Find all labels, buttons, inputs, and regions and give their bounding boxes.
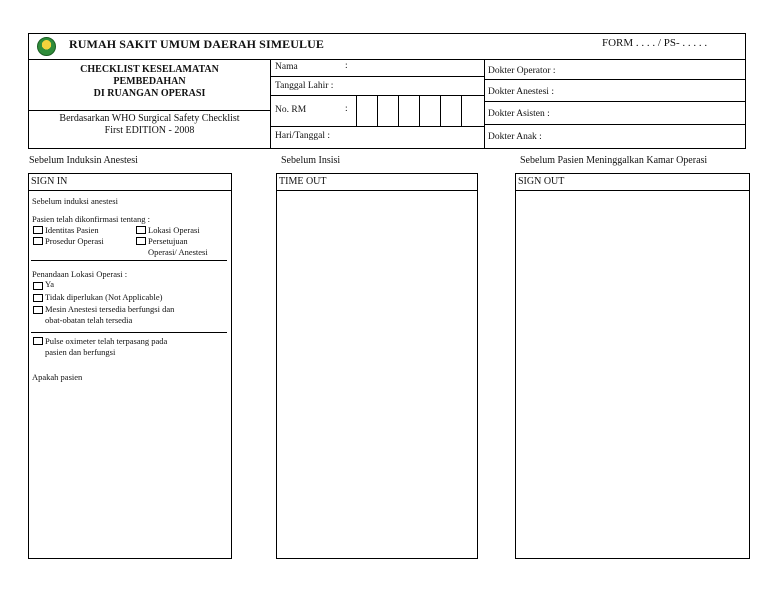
dokter-anak-label: Dokter Anak : xyxy=(488,132,542,142)
time-out-heading: TIME OUT xyxy=(277,174,477,191)
sign-in-panel xyxy=(28,173,232,559)
tidak-diperlukan-label: Tidak diperlukan (Not Applicable) xyxy=(45,292,163,302)
header-divider xyxy=(29,110,270,111)
dokter-anestesi-label: Dokter Anestesi : xyxy=(488,87,554,97)
dokter-operator-label: Dokter Operator : xyxy=(488,66,556,76)
title-line: PEMBEDAHAN xyxy=(113,76,186,87)
tidak-diperlukan-checkbox[interactable] xyxy=(33,294,43,302)
form-header xyxy=(28,33,746,149)
form-code: FORM . . . . / PS- . . . . . xyxy=(602,37,708,49)
section-label-before-induction: Sebelum Induksin Anestesi xyxy=(29,155,138,166)
sign-out-heading: SIGN OUT xyxy=(516,174,749,191)
hospital-logo-icon xyxy=(37,37,56,56)
persetujuan-label: Persetujuan xyxy=(148,236,188,246)
rm-digit-box xyxy=(440,95,441,126)
pulse-oximeter-label-2: pasien dan berfungsi xyxy=(45,347,116,357)
penandaan-label: Penandaan Lokasi Operasi : xyxy=(32,269,128,279)
lokasi-checkbox[interactable] xyxy=(136,226,146,234)
section-label-before-incision: Sebelum Insisi xyxy=(281,155,341,166)
persetujuan-checkbox[interactable] xyxy=(136,237,146,245)
pulse-oximeter-checkbox[interactable] xyxy=(33,337,43,345)
mesin-anestesi-label-2: obat-obatan telah tersedia xyxy=(45,315,133,325)
section-label-before-leaving: Sebelum Pasien Meninggalkan Kamar Operasi xyxy=(520,155,708,166)
apakah-pasien-label: Apakah pasien xyxy=(32,372,83,382)
rm-digit-box xyxy=(419,95,420,126)
sign-in-divider xyxy=(31,260,227,261)
subtitle-line: Berdasarkan WHO Surgical Safety Checklist xyxy=(59,113,240,124)
prosedur-checkbox[interactable] xyxy=(33,237,43,245)
form-title xyxy=(29,64,270,100)
sign-in-intro: Sebelum induksi anestesi xyxy=(32,196,118,206)
rm-digit-box xyxy=(461,95,462,126)
header-divider xyxy=(484,59,485,148)
header-divider xyxy=(484,79,745,80)
prosedur-label: Prosedur Operasi xyxy=(45,236,104,246)
nama-colon: : xyxy=(345,61,348,71)
hospital-name: RUMAH SAKIT UMUM DAERAH SIMEULUE xyxy=(69,37,324,51)
ya-label: Ya xyxy=(45,279,55,289)
no-rm-label: No. RM xyxy=(275,105,307,115)
header-divider xyxy=(270,76,484,77)
rm-digit-box xyxy=(377,95,378,126)
mesin-anestesi-label: Mesin Anestesi tersedia berfungsi dan xyxy=(45,304,175,314)
identitas-checkbox[interactable] xyxy=(33,226,43,234)
header-divider xyxy=(29,59,745,60)
identitas-label: Identitas Pasien xyxy=(45,225,99,235)
header-divider xyxy=(484,124,745,125)
sign-out-panel xyxy=(515,173,750,559)
confirm-label: Pasien telah dikonfirmasi tentang : xyxy=(32,214,151,224)
ya-checkbox[interactable] xyxy=(33,282,43,290)
sign-in-heading: SIGN IN xyxy=(29,174,231,191)
pulse-oximeter-label: Pulse oximeter telah terpasang pada xyxy=(45,336,168,346)
rm-digit-box xyxy=(356,95,357,126)
subtitle-line: First EDITION - 2008 xyxy=(104,125,195,136)
tanggal-lahir-label: Tanggal Lahir : xyxy=(275,81,334,91)
dokter-asisten-label: Dokter Asisten : xyxy=(488,109,550,119)
rm-digit-box xyxy=(398,95,399,126)
form-subtitle xyxy=(29,113,270,137)
header-divider xyxy=(484,101,745,102)
time-out-panel xyxy=(276,173,478,559)
header-divider xyxy=(270,126,484,127)
header-divider xyxy=(270,59,271,148)
lokasi-label: Lokasi Operasi xyxy=(148,225,200,235)
mesin-anestesi-checkbox[interactable] xyxy=(33,306,43,314)
title-line: CHECKLIST KESELAMATAN xyxy=(80,64,219,75)
hari-tanggal-label: Hari/Tanggal : xyxy=(275,131,330,141)
title-line: DI RUANGAN OPERASI xyxy=(93,88,206,99)
sign-in-divider xyxy=(31,332,227,333)
nama-label: Nama xyxy=(275,62,298,72)
persetujuan-label-2: Operasi/ Anestesi xyxy=(148,247,208,257)
no-rm-colon: : xyxy=(345,104,348,114)
